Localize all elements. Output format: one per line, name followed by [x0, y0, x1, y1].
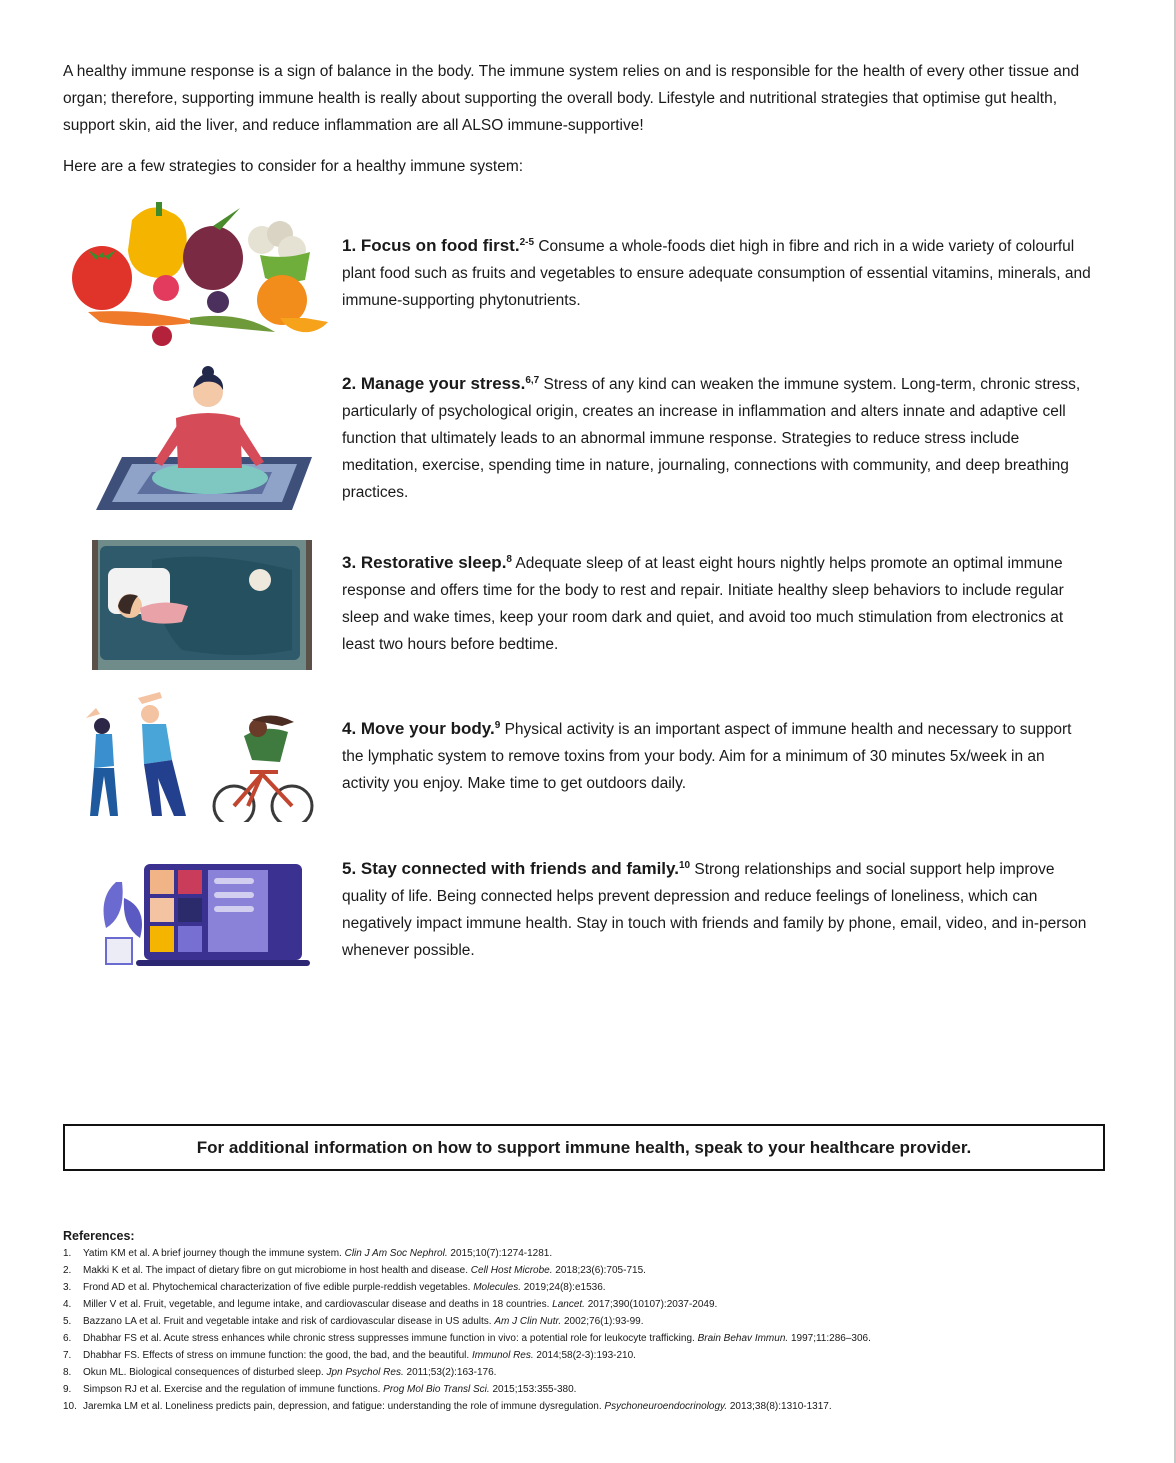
reference-item: 5. Bazzano LA et al. Fruit and vegetable intake and risk of cardiovascular disease in US adults. Am J Clin Nutr. 2002;76(1):93-99.: [63, 1316, 644, 1327]
citation-superscript: 6,7: [525, 375, 540, 386]
citation-superscript: 8: [506, 554, 512, 565]
strategy-item-connection: [342, 855, 1092, 964]
reference-item: 7. Dhabhar FS. Effects of stress on immune function: the good, the bad, and the beautiful. Immunol Res. 2014;58(2-3):193-210.: [63, 1350, 636, 1361]
references-section: [63, 1228, 1103, 1415]
reference-item: 6. Dhabhar FS et al. Acute stress enhances while chronic stress suppresses immune function in vivo: a potential role for leukocyte trafficking. Brain Behav Immun. 1997;11:286–306.: [63, 1333, 871, 1344]
strategy-text: Strong relationships and social support help improve quality of life. Being connected helps prevent depression and reduce feelings of loneliness, which can negatively impact immune health. Stay in touch with friends and family by phone, email, video, and in-person whenever possible.: [342, 861, 1087, 959]
strategy-text: Stress of any kind can weaken the immune system. Long-term, chronic stress, particularly of psychological origin, creates an increase in inflammation and alters innate and adaptive cell function that ultimately leads to an abnormal immune response. Strategies to reduce stress include meditation, exercise, spending time in nature, journaling, connections with community, and deep breathing practices.: [342, 376, 1081, 501]
reference-item: 2. Makki K et al. The impact of dietary fibre on gut microbiome in host health and disease. Cell Host Microbe. 2018;23(6):705-715.: [63, 1265, 646, 1276]
references-title: References:: [63, 1229, 135, 1243]
meditation-illustration: [92, 362, 322, 514]
vegetables-illustration: [70, 200, 330, 350]
strategy-heading: 3. Restorative sleep.: [342, 553, 507, 572]
intro-paragraph: A healthy immune response is a sign of balance in the body. The immune system relies on and is responsible for the health of every other tissue and organ; therefore, supporting immune health is really about supporting the overall body. Lifestyle and nutritional strategies that optimise gut health, support skin, aid the liver, and reduce inflammation are all ALSO immune-supportive!: [63, 63, 1080, 134]
red-onion-icon: [183, 226, 243, 290]
sleeping-illustration: [92, 540, 312, 670]
raspberry-icon: [153, 275, 179, 301]
strategy-item-sleep: [342, 549, 1092, 658]
reference-item: 3. Frond AD et al. Phytochemical characterization of five edible purple-reddish vegetables. Molecules. 2019;24(8):e1536.: [63, 1282, 606, 1293]
strategy-item-food: [342, 232, 1092, 314]
citation-superscript: 10: [678, 860, 691, 871]
citation-superscript: 9: [494, 720, 501, 731]
reference-item: 4. Miller V et al. Fruit, vegetable, and legume intake, and cardiovascular disease and deaths in 18 countries. Lancet. 2017;390(10107):2037-2049.: [63, 1299, 718, 1310]
strategy-item-stress: [342, 370, 1092, 506]
strategies-lead: Here are a few strategies to consider for a healthy immune system:: [63, 158, 524, 175]
mug-icon: [280, 938, 298, 960]
strategy-text: Consume a whole-foods diet high in fibre and rich in a wide variety of colourful plant food such as fruits and vegetables to ensure adequate consumption of essential vitamins, minerals, and immune-supporting phytonutrients.: [342, 238, 1091, 309]
strategy-heading: 4. Move your body.: [342, 719, 495, 738]
references-list: [63, 1245, 1103, 1415]
reference-item: 10. Jaremka LM et al. Loneliness predicts pain, depression, and fatigue: understanding the role of immune dysregulation. Psychoneuroendocrinology. 2013;38(8):1310-1317.: [63, 1401, 832, 1412]
cyclist-icon: [244, 729, 288, 762]
strategy-item-movement: [342, 715, 1092, 797]
strategy-heading: 5. Stay connected with friends and family.: [342, 859, 679, 878]
video-call-illustration: [96, 858, 310, 970]
reference-item: 1. Yatim KM et al. A brief journey though the immune system. Clin J Am Soc Nephrol. 2015;10(7):1274-1281.: [63, 1248, 553, 1259]
asparagus-icon: [190, 316, 275, 332]
exercise-illustration: [82, 688, 314, 822]
strategy-heading: 2. Manage your stress.: [342, 374, 526, 393]
reference-item: 9. Simpson RJ et al. Exercise and the regulation of immune functions. Prog Mol Bio Transl Sci. 2015;153:355-380.: [63, 1384, 577, 1395]
carrot-icon: [88, 311, 198, 326]
orange-icon: [257, 275, 307, 325]
strategy-text: Adequate sleep of at least eight hours nightly helps promote an optimal immune response and offers time for the body to rest and repair. Initiate healthy sleep behaviors to include regular sleep and wake times, keep your room dark and quiet, and avoid too much stimulation from electronics at least two hours before bedtime.: [342, 555, 1064, 653]
plant-icon: [104, 882, 123, 928]
citation-superscript: 2-5: [519, 237, 535, 248]
pet-icon: [249, 569, 271, 591]
yellow-pepper-icon: [128, 208, 187, 279]
strategy-text: Physical activity is an important aspect of immune health and necessary to support the lymphatic system to remove toxins from your body. Aim for a minimum of 30 minutes 5x/week in an activity you enjoy. Make time to get outdoors daily.: [342, 721, 1072, 792]
reference-item: 8. Okun ML. Biological consequences of disturbed sleep. Jpn Psychol Res. 2011;53(2):163-176.: [63, 1367, 497, 1378]
stretching-person-icon: [141, 705, 159, 723]
healthcare-callout-box: For additional information on how to support immune health, speak to your healthcare provider.: [63, 1124, 1105, 1171]
strategy-heading: 1. Focus on food first.: [342, 236, 520, 255]
